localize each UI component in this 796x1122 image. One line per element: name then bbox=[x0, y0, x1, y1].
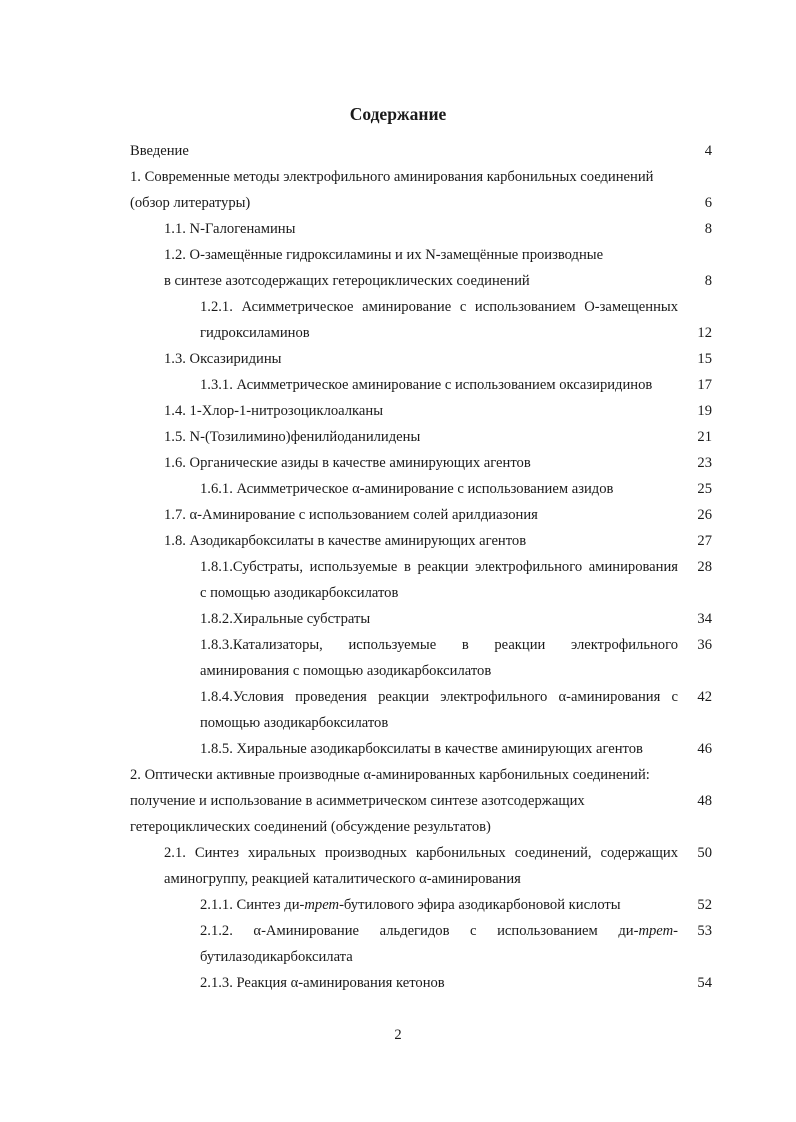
toc-entry[interactable] bbox=[130, 346, 712, 372]
toc-entry-text: 1.1. N-Галогенамины bbox=[164, 221, 296, 237]
toc-entry-text: помощью азодикарбоксилатов bbox=[200, 715, 389, 731]
toc-page-number: 4 bbox=[704, 143, 712, 159]
toc-entry-text: аминирования с помощью азодикарбоксилатов bbox=[200, 663, 492, 679]
toc-entry[interactable] bbox=[130, 424, 712, 450]
toc-entry-text: 2. Оптически активные производные α-аминированных карбонильных соединений: bbox=[130, 767, 650, 783]
toc-page-number: 53 bbox=[697, 923, 712, 939]
toc-page-number: 50 bbox=[697, 845, 712, 861]
toc-entry-text: 1.6. Органические азиды в качестве аминирующих агентов bbox=[164, 455, 531, 471]
toc-entry-text: гетероциклических соединений (обсуждение результатов) bbox=[130, 819, 491, 835]
toc-page-number: 8 bbox=[704, 273, 712, 289]
toc-entry-text: (обзор литературы) bbox=[130, 195, 251, 211]
toc-entry[interactable] bbox=[130, 398, 712, 424]
toc-page-number: 42 bbox=[697, 689, 712, 705]
toc-entry-text: 1.8. Азодикарбоксилаты в качестве аминирующих агентов bbox=[164, 533, 527, 549]
toc-page-number: 46 bbox=[697, 741, 712, 757]
toc-entry-text: 1.7. α-Аминирование с использованием солей арилдиазония bbox=[164, 507, 538, 523]
toc-entry[interactable] bbox=[130, 554, 712, 606]
toc-entry[interactable] bbox=[130, 242, 712, 294]
toc-page-number: 34 bbox=[697, 611, 712, 627]
toc-entry-text: 1.8.3.Катализаторы, используемые в реакции электрофильного bbox=[200, 637, 678, 653]
toc-entry-text: 1. Современные методы электрофильного аминирования карбонильных соединений bbox=[130, 169, 654, 185]
toc-entry[interactable] bbox=[130, 736, 712, 762]
toc-page-number: 12 bbox=[697, 325, 712, 341]
toc-entry[interactable] bbox=[130, 528, 712, 554]
toc-entry-text: 1.5. N-(Тозилимино)фенилйоданилидены bbox=[164, 429, 421, 445]
toc-page-number: 8 bbox=[704, 221, 712, 237]
page-number: 2 bbox=[394, 1027, 402, 1043]
toc-entry[interactable] bbox=[130, 372, 712, 398]
toc-page-number: 28 bbox=[697, 559, 712, 575]
toc-entry[interactable] bbox=[130, 450, 712, 476]
table-of-contents bbox=[130, 138, 712, 996]
toc-entry-text: Введение bbox=[130, 143, 189, 159]
toc-entry-text: гидроксиламинов bbox=[200, 325, 310, 341]
toc-page-number: 15 bbox=[697, 351, 712, 367]
toc-entry[interactable] bbox=[130, 840, 712, 892]
toc-page-number: 23 bbox=[697, 455, 712, 471]
toc-entry-text: 1.2. О-замещённые гидроксиламины и их N-замещённые производные bbox=[164, 247, 604, 263]
toc-page-number: 26 bbox=[697, 507, 712, 523]
toc-page-number: 17 bbox=[697, 377, 712, 393]
toc-page-number: 6 bbox=[704, 195, 712, 211]
toc-page-number: 52 bbox=[697, 897, 712, 913]
toc-entry[interactable] bbox=[130, 762, 712, 840]
toc-entry-text: 1.8.1.Субстраты, используемые в реакции электрофильного аминирования bbox=[200, 559, 678, 575]
toc-entry-text: аминогруппу, реакцией каталитического α-аминирования bbox=[164, 871, 521, 887]
toc-entry-text: 1.8.5. Хиральные азодикарбоксилаты в качестве аминирующих агентов bbox=[200, 741, 643, 757]
toc-page-number: 19 bbox=[697, 403, 712, 419]
toc-entry[interactable] bbox=[130, 294, 712, 346]
toc-entry-text: 1.3.1. Асимметрическое аминирование с использованием оксазиридинов bbox=[200, 377, 653, 393]
toc-entry[interactable] bbox=[130, 632, 712, 684]
toc-entry-text: с помощью азодикарбоксилатов bbox=[200, 585, 399, 601]
toc-entry-text: 2.1.2. α-Аминирование альдегидов с использованием ди-трет- bbox=[200, 923, 678, 939]
toc-entry-text: 2.1.1. Синтез ди-трет-бутилового эфира азодикарбоновой кислоты bbox=[200, 897, 621, 913]
toc-entry-text: 2.1.3. Реакция α-аминирования кетонов bbox=[200, 975, 445, 991]
toc-entry-text: 1.6.1. Асимметрическое α-аминирование с использованием азидов bbox=[200, 481, 614, 497]
toc-entry-text: 1.8.2.Хиральные субстраты bbox=[200, 611, 371, 627]
toc-page-number: 48 bbox=[697, 793, 712, 809]
toc-entry-text: 1.8.4.Условия проведения реакции электрофильного α-аминирования с bbox=[200, 689, 678, 705]
toc-entry[interactable] bbox=[130, 918, 712, 970]
toc-entry[interactable] bbox=[130, 138, 712, 164]
toc-page-number: 54 bbox=[697, 975, 712, 991]
toc-entry[interactable] bbox=[130, 970, 712, 996]
toc-entry[interactable] bbox=[130, 476, 712, 502]
toc-entry-text: 1.2.1. Асимметрическое аминирование с использованием О-замещенных bbox=[200, 299, 678, 315]
page-title: Содержание bbox=[349, 104, 447, 124]
toc-entry-text: получение и использование в асимметрическом синтезе азотсодержащих bbox=[130, 793, 585, 809]
toc-page-number: 21 bbox=[697, 429, 712, 445]
toc-entry[interactable] bbox=[130, 684, 712, 736]
toc-entry-text: 2.1. Синтез хиральных производных карбонильных соединений, содержащих bbox=[164, 845, 678, 861]
toc-entry[interactable] bbox=[130, 216, 712, 242]
toc-entry-text: 1.3. Оксазиридины bbox=[164, 351, 282, 367]
toc-page-number: 36 bbox=[697, 637, 712, 653]
toc-entry[interactable] bbox=[130, 164, 712, 216]
toc-page-number: 25 bbox=[697, 481, 712, 497]
toc-entry[interactable] bbox=[130, 892, 712, 918]
toc-entry[interactable] bbox=[130, 502, 712, 528]
toc-entry-text: бутилазодикарбоксилата bbox=[200, 949, 353, 965]
toc-page-number: 27 bbox=[697, 533, 712, 549]
toc-entry[interactable] bbox=[130, 606, 712, 632]
toc-entry-text: в синтезе азотсодержащих гетероциклических соединений bbox=[164, 273, 530, 289]
toc-entry-text: 1.4. 1-Хлор-1-нитрозоциклоалканы bbox=[164, 403, 384, 419]
